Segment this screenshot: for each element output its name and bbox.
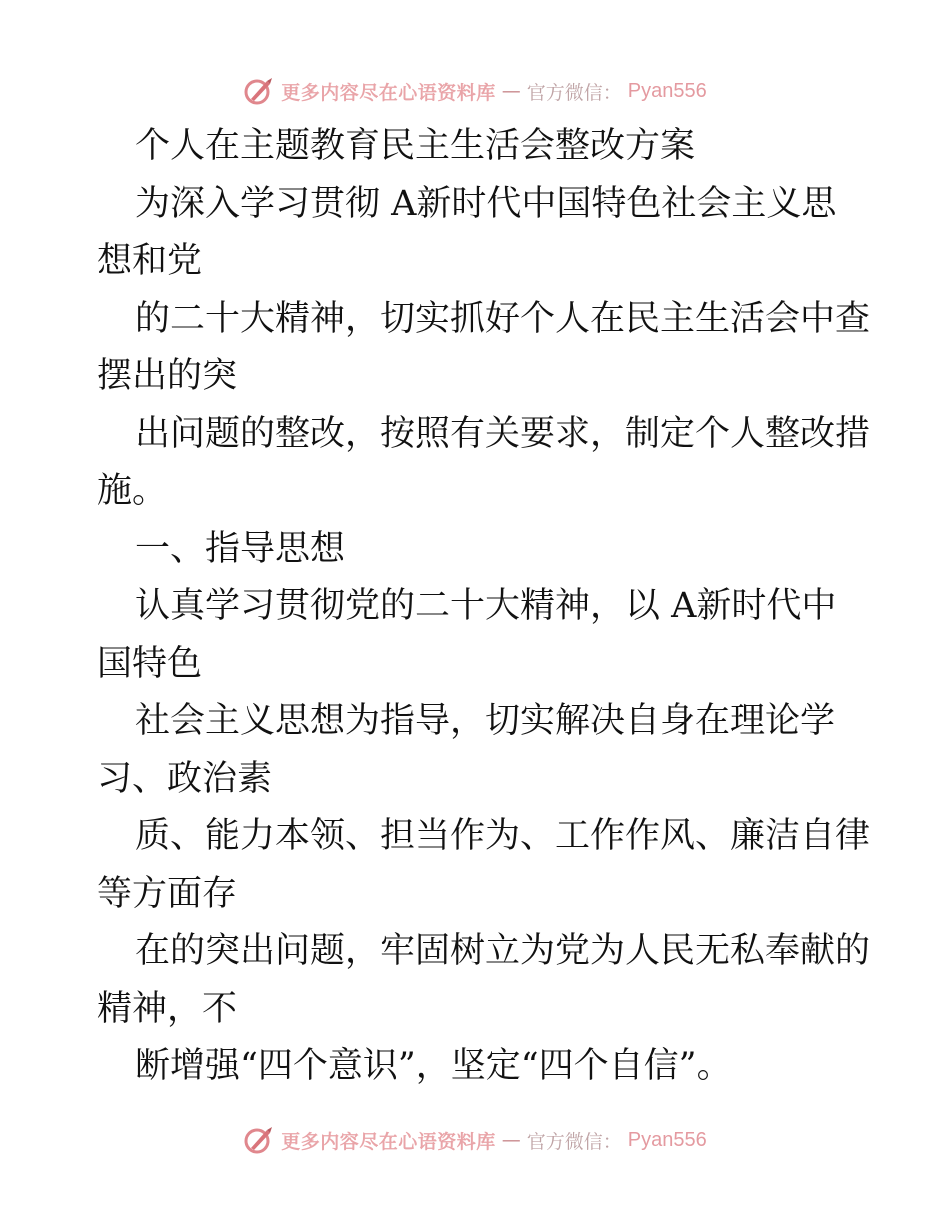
text-line: 想和党 bbox=[97, 241, 203, 281]
quill-logo-icon bbox=[243, 75, 275, 107]
watermark-wechat-id: Pyan556 bbox=[627, 79, 707, 102]
watermark-dash: — bbox=[501, 80, 521, 102]
text-line: 国特色 bbox=[97, 643, 203, 684]
watermark-wechat-label: 官方微信： bbox=[526, 1130, 622, 1153]
watermark-wechat-label: 官方微信： bbox=[526, 81, 622, 104]
text-line: 的二十大精神，切实抓好个人在民主生活会中查 bbox=[135, 298, 871, 339]
footer-watermark bbox=[0, 1120, 950, 1160]
text-line: 断增强“四个意识”，坚定“四个自信”。 bbox=[135, 1046, 732, 1086]
text-line: 出问题的整改，按照有关要求，制定个人整改措 bbox=[135, 413, 871, 454]
text-line: 摆出的突 bbox=[97, 356, 238, 396]
text-line: 质、能力本领、担当作为、工作作风、廉洁自律 bbox=[135, 816, 871, 856]
text-line: 精神，不 bbox=[97, 988, 238, 1029]
watermark-wechat-id: Pyan556 bbox=[627, 1128, 707, 1151]
text-line: 社会主义思想为指导，切实解决自身在理论学 bbox=[135, 701, 836, 741]
document-body bbox=[97, 118, 871, 1096]
text-line: 习、政治素 bbox=[97, 758, 273, 799]
text-line: 施。 bbox=[97, 471, 168, 511]
text-line: 在的突出问题，牢固树立为党为人民无私奉献的 bbox=[135, 931, 871, 971]
text-line: 为深入学习贯彻 A新时代中国特色社会主义思 bbox=[135, 183, 837, 224]
section-heading: 一、指导思想 bbox=[135, 528, 346, 569]
document-title: 个人在主题教育民主生活会整改方案 bbox=[135, 126, 696, 166]
header-watermark bbox=[0, 71, 950, 111]
text-line: 等方面存 bbox=[97, 873, 238, 914]
watermark-dash: — bbox=[501, 1129, 521, 1151]
quill-logo-icon bbox=[243, 1124, 275, 1156]
text-line: 认真学习贯彻党的二十大精神，以 A新时代中 bbox=[135, 586, 837, 626]
watermark-text: 更多内容尽在心语资料库 bbox=[281, 81, 496, 104]
watermark-text: 更多内容尽在心语资料库 bbox=[281, 1130, 496, 1153]
